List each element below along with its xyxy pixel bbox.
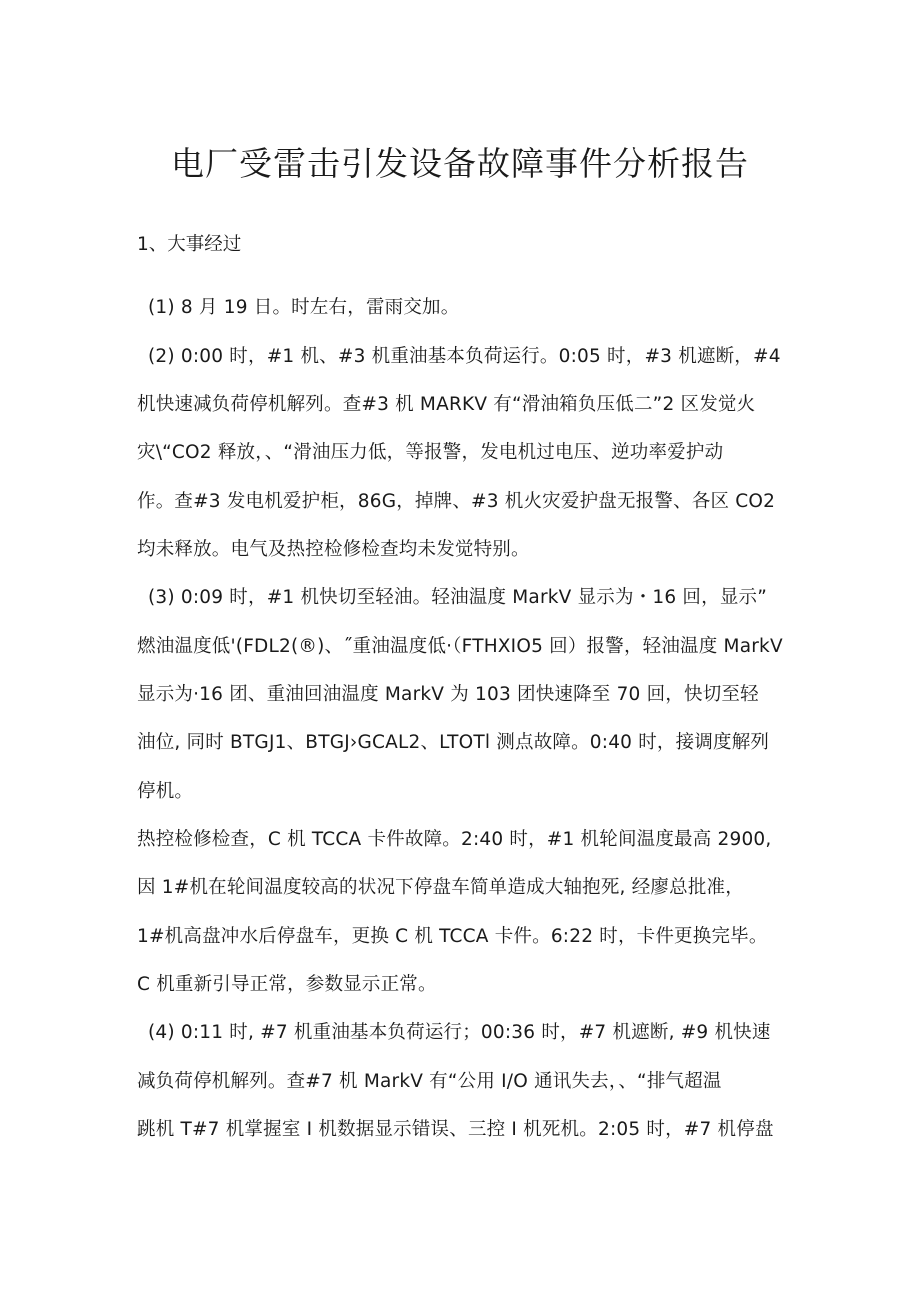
paragraph-line: (3) 0:09 时，#1 机快切至轻油。轻油温度 MarkV 显示为・16 回，显示” <box>148 587 768 608</box>
paragraph-line: 均未释放。电气及热控检修检查均未发觉特别。 <box>137 539 530 560</box>
paragraph-line: 显示为·16 团、重油回油温度 MarkV 为 103 团快速降至 70 回，快切至轻 <box>137 684 759 705</box>
paragraph-line: 机快速减负荷停机解列。查#3 机 MARKV 有“滑油箱负压低二”2 区发觉火 <box>137 394 756 415</box>
paragraph-line: (2) 0:00 时，#1 机、#3 机重油基本负荷运行。0:05 时，#3 机遮断，#4 <box>148 346 781 367</box>
paragraph-line: (1) 8 月 19 日。时左右，雷雨交加。 <box>148 297 460 318</box>
paragraph-line: 因 1#机在轮间温度较高的状况下停盘车简单造成大轴抱死, 经廖总批准， <box>137 877 744 898</box>
paragraph-line: 1#机高盘冲水后停盘车，更换 C 机 TCCA 卡件。6:22 时，卡件更换完毕。 <box>137 926 768 947</box>
paragraph-line: 跳机 T#7 机掌握室 I 机数据显示错误、三控 I 机死机。2:05 时，#7 机停盘 <box>137 1119 774 1140</box>
section-heading: 1、大事经过 <box>137 234 242 255</box>
paragraph-line: (4) 0:11 时, #7 机重油基本负荷运行；00:36 时，#7 机遮断, #9 机快速 <box>148 1022 771 1043</box>
paragraph-line: 燃油温度低'(FDL2(®)、˝重油温度低·（FTHXIO5 回）报警，轻油温度 MarkV <box>137 636 783 657</box>
paragraph-line: C 机重新引导正常，参数显示正常。 <box>137 974 437 995</box>
paragraph-line: 灾\“CO2 释放，、“滑油压力低，等报警，发电机过电压、逆功率爱护动 <box>137 442 724 463</box>
paragraph-line: 减负荷停机解列。查#7 机 MarkV 有“公用 I/O 通讯失去，、“排气超温 <box>137 1071 722 1092</box>
paragraph-line: 停机。 <box>137 781 194 802</box>
paragraph-line: 油位, 同时 BTGJ1、BTGJ›GCAL2、LTOTl 测点故障。0:40 时，接调度解列 <box>137 732 770 753</box>
document-title: 电厂受雷击引发设备故障事件分析报告 <box>171 144 749 183</box>
paragraph-line: 热控检修检查，C 机 TCCA 卡件故障。2:40 时，#1 机轮间温度最高 2900, <box>137 829 772 850</box>
paragraph-line: 作。查#3 发电机爱护柜，86G，掉牌、#3 机火灾爱护盘无报警、各区 CO2 <box>137 491 776 512</box>
